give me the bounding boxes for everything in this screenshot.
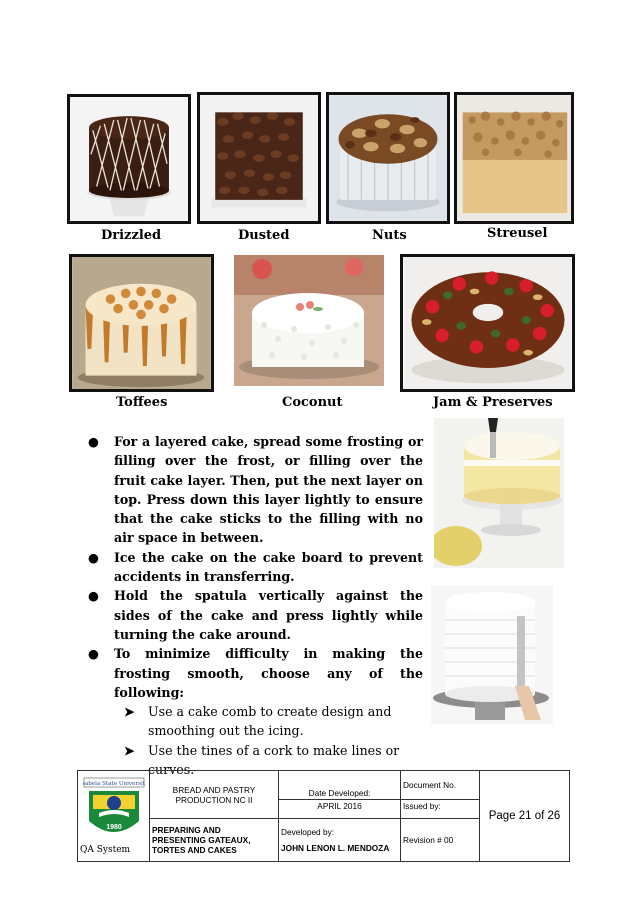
caption-toffees: Toffees	[116, 395, 168, 410]
developed-by-cell	[279, 819, 401, 862]
list-item	[88, 586, 423, 644]
toffees-cake-photo	[69, 254, 214, 392]
developed-by-label: Developed by:	[281, 827, 335, 837]
bullet-text: To minimize difficulty in making the frosting smooth, choose any of the following:	[114, 646, 423, 700]
bullet-dot: ●	[88, 549, 99, 565]
layered-cake-spatula-photo	[434, 418, 564, 568]
bullet-dot: ●	[88, 646, 99, 662]
sub-bullet-text: Use a cake comb to create design and smoothing out the icing.	[148, 704, 392, 739]
drizzled-cake-photo	[67, 94, 191, 224]
arrow-bullet-icon: ➤	[124, 742, 135, 758]
jam-preserves-cake-photo	[400, 254, 575, 392]
revision-number: Revision # 00	[401, 819, 480, 862]
spatula-smoothing-cake-photo	[431, 586, 553, 724]
university-seal-icon	[83, 777, 145, 843]
caption-streusel: Streusel	[487, 226, 548, 241]
page-number: Page 21 of 26	[480, 771, 570, 862]
caption-dusted: Dusted	[238, 228, 290, 243]
sub-list-item	[114, 702, 423, 741]
bullet-dot: ●	[88, 588, 99, 604]
bullet-text: Ice the cake on the cake board to prevent accidents in transferring.	[114, 549, 423, 585]
arrow-bullet-icon: ➤	[124, 704, 135, 720]
frosting-instructions-list	[88, 432, 423, 779]
streusel-cake-photo	[454, 92, 574, 224]
dusted-cake-photo	[197, 92, 321, 224]
document-footer-table	[77, 770, 570, 862]
course-title: BREAD AND PASTRY PRODUCTION NC II	[150, 771, 279, 819]
list-item	[88, 548, 423, 587]
list-item	[88, 432, 423, 548]
caption-drizzled: Drizzled	[101, 228, 162, 243]
module-title: PREPARING AND PRESENTING GATEAUX, TORTES AND CAKES	[150, 819, 279, 862]
caption-jam-preserves: Jam & Preserves	[433, 395, 553, 410]
qa-system-label: QA System	[80, 845, 131, 855]
nuts-cake-photo	[326, 92, 450, 224]
list-item	[88, 644, 423, 779]
date-developed-label: Date Developed:	[279, 771, 401, 800]
seal-year: 1980	[105, 824, 122, 831]
developer-name: JOHN LENON L. MENDOZA	[281, 843, 390, 853]
caption-nuts: Nuts	[372, 228, 407, 243]
sub-bullet-text: Use the tines of a cork to make lines or curves.	[148, 742, 400, 778]
document-number-label: Document No.	[401, 771, 480, 800]
logo-cell	[78, 771, 150, 862]
bullet-text: For a layered cake, spread some frosting or filling over the frost, or filling over the fruit cake layer. Then, put the next layer on top. Press down this layer lightly to ensure that the cake sticks to the filling with no air space in between.	[114, 434, 423, 546]
bullet-text: Hold the spatula vertically against the sides of the cake and press lightly while turning the cake around.	[114, 588, 423, 642]
coconut-cake-photo	[234, 255, 384, 386]
date-developed-value: APRIL 2016	[279, 800, 401, 819]
seal-name: Isabela State University	[82, 781, 145, 787]
caption-coconut: Coconut	[282, 395, 343, 410]
issued-by-label: Issued by:	[401, 800, 480, 819]
bullet-dot: ●	[88, 434, 99, 449]
